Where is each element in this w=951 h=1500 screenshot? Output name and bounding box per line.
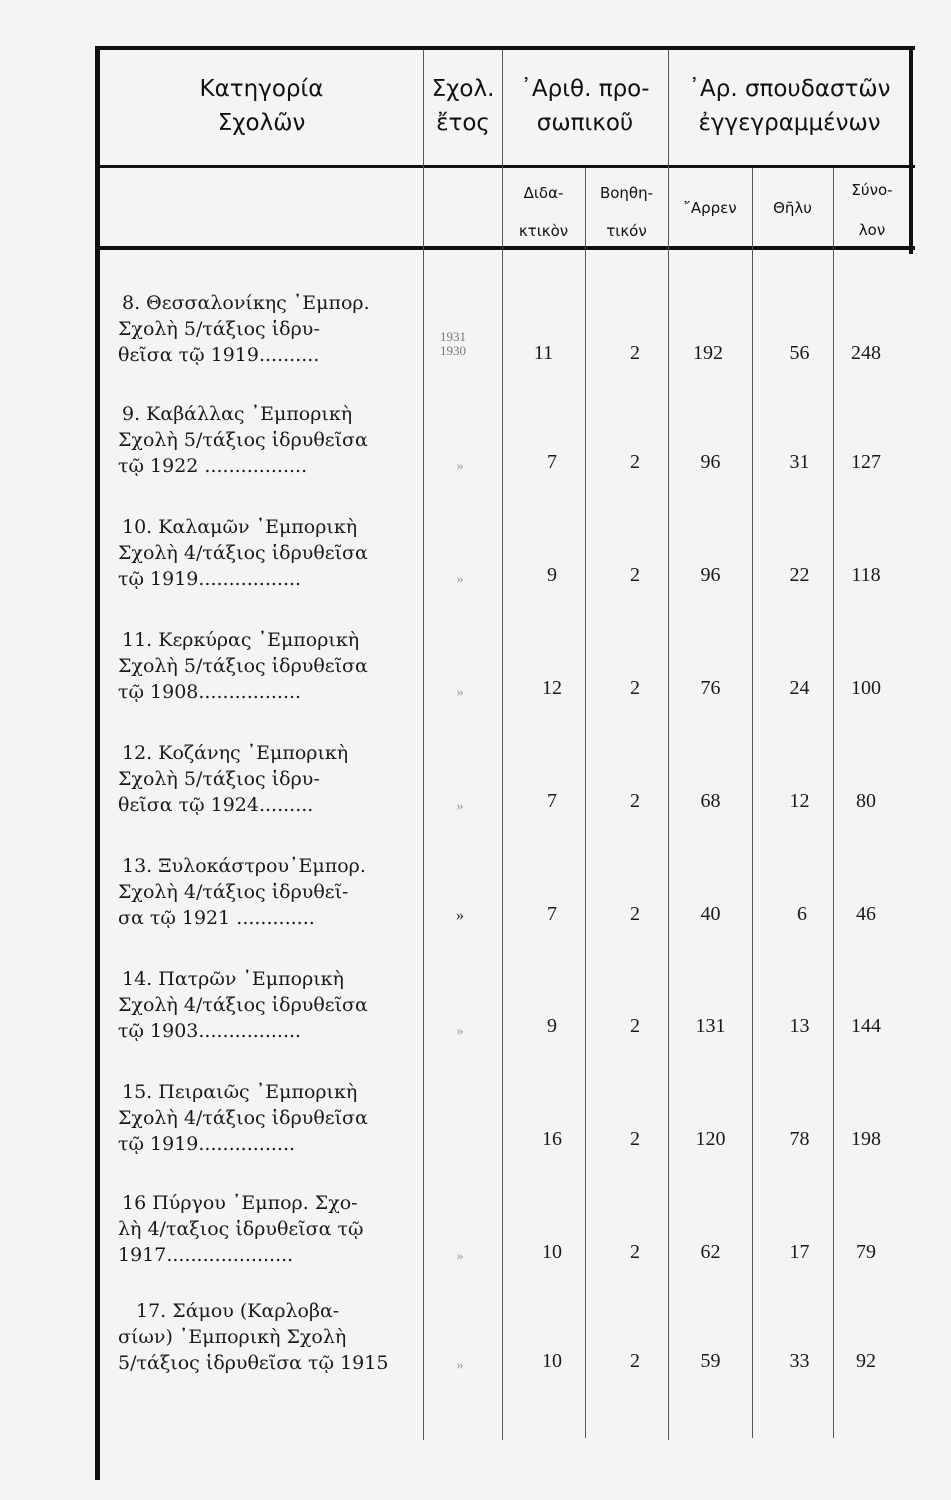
subheader-total-line1: Σύνο-: [851, 181, 893, 199]
header-year-line1: Σχολ.: [431, 76, 495, 102]
header-category-line2: Σχολῶν: [217, 110, 306, 136]
row-description: [118, 853, 418, 931]
row-male: 59: [700, 1350, 721, 1372]
row-teaching: 7: [547, 903, 557, 925]
subheader-auxiliary-line2: τικόν: [606, 222, 647, 240]
header-staff: [502, 72, 668, 140]
row-auxiliary: 2: [630, 1350, 640, 1372]
subheader-total-line2: λον: [858, 221, 886, 239]
row-school-year: »: [456, 1358, 464, 1373]
row-desc-line: τῷ 1903.................: [118, 1020, 302, 1042]
row-auxiliary: 2: [630, 451, 640, 473]
subheader-male: ῎Αρρεν: [683, 199, 737, 217]
row-desc-line: τῷ 1922 .................: [118, 455, 308, 477]
row-male: 120: [695, 1128, 726, 1150]
subheader-auxiliary: [585, 174, 668, 250]
row-desc-line: 1917.....................: [118, 1244, 294, 1266]
row-auxiliary: 2: [630, 564, 640, 586]
subheader-auxiliary-line1: Βοηθη-: [599, 184, 654, 202]
row-desc-line: Σχολὴ 5/τάξιος ἱδρυθεῖσα: [118, 655, 368, 677]
row-total: 92: [856, 1350, 876, 1372]
row-description: [118, 401, 418, 479]
row-desc-line: 9. Καβάλλας ᾿Εμπορικὴ: [122, 403, 353, 425]
row-female: 78: [789, 1128, 810, 1150]
row-desc-line: 8. Θεσσαλονίκης ᾿Εμπορ.: [122, 292, 370, 314]
row-school-year: »: [456, 1249, 464, 1264]
row-desc-line: Σχολὴ 4/τάξιος ἱδρυθεῖσα: [118, 542, 368, 564]
row-desc-line: Σχολὴ 4/τάξιος ἱδρυθεῖ-: [118, 881, 349, 903]
col-sep-category: [423, 50, 424, 1440]
row-desc-line: 5/τάξιος ἱδρυθεῖσα τῷ 1915: [118, 1352, 389, 1374]
row-desc-line: 17. Σάμου (Καρλοβα-: [136, 1300, 340, 1322]
header-category-line1: Κατηγορία: [199, 76, 324, 102]
header-year: [423, 72, 503, 140]
row-female: 17: [789, 1241, 810, 1263]
row-desc-line: Σχολὴ 5/τάξιος ἱδρυ-: [118, 768, 320, 790]
header-staff-line2: σωπικοῦ: [536, 110, 634, 136]
row-desc-line: λὴ 4/ταξιος ἱδρυθεῖσα τῷ: [118, 1218, 364, 1240]
header-year-line2: ἔτος: [436, 110, 490, 136]
row-desc-line: σίων) ᾿Εμπορικὴ Σχολὴ: [118, 1326, 347, 1348]
row-total: 198: [851, 1128, 881, 1150]
row-male: 131: [695, 1015, 726, 1037]
header-students-line2: ἐγγεγραμμένων: [698, 110, 881, 136]
row-school-year: »: [456, 572, 464, 587]
row-description: [118, 290, 418, 368]
row-total: 100: [851, 677, 881, 699]
row-desc-line: τῷ 1919................: [118, 1133, 296, 1155]
row-total: 118: [851, 564, 881, 586]
row-school-year: »: [456, 1024, 464, 1039]
row-male: 96: [700, 451, 721, 473]
header-staff-line1: ᾿Αριθ. προ-: [520, 76, 650, 102]
row-auxiliary: 2: [630, 1241, 640, 1263]
row-auxiliary: 2: [630, 1128, 640, 1150]
row-total: 144: [851, 1015, 881, 1037]
row-desc-line: τῷ 1908.................: [118, 681, 302, 703]
row-desc-line: 12. Κοζάνης ᾿Εμπορικὴ: [122, 742, 349, 764]
header-students: [668, 72, 911, 140]
row-year-line: 1930: [440, 343, 466, 358]
row-school-year: »: [456, 685, 464, 700]
row-auxiliary: 2: [630, 903, 640, 925]
row-school-year: »: [456, 907, 464, 924]
row-total: 80: [856, 790, 876, 812]
row-school-year: [430, 330, 476, 358]
row-female: 13: [789, 1015, 810, 1037]
row-total: 46: [856, 903, 876, 925]
row-desc-line: θεῖσα τῷ 1924.........: [118, 794, 314, 816]
row-description: [118, 514, 418, 592]
row-desc-line: 11. Κερκύρας ᾿Εμπορικὴ: [122, 629, 360, 651]
row-total: 79: [856, 1241, 876, 1263]
header-category: [100, 72, 423, 140]
row-female: 22: [789, 564, 810, 586]
top-rule: [95, 46, 915, 50]
row-year-line: 1931: [440, 329, 466, 344]
col-sep-year: [502, 50, 503, 1440]
row-school-year: »: [456, 799, 464, 814]
row-teaching: 9: [547, 1015, 557, 1037]
row-teaching: 7: [547, 451, 557, 473]
subheader-female: Θῆλυ: [773, 199, 812, 217]
row-teaching: 11: [533, 342, 554, 364]
header-students-line1: ᾿Αρ. σπουδαστῶν: [688, 76, 891, 102]
subheader-teaching-line2: κτικὸν: [518, 222, 569, 240]
row-description: [118, 627, 418, 705]
row-desc-line: 16 Πύργου ᾿Εμπορ. Σχο-: [122, 1192, 358, 1214]
left-rule: [95, 46, 100, 1480]
row-desc-line: 14. Πατρῶν ᾿Εμπορικὴ: [122, 968, 344, 990]
row-desc-line: Σχολὴ 5/τάξιος ἱδρυ-: [118, 318, 320, 340]
subheader-total: [833, 170, 911, 250]
row-female: 56: [789, 342, 810, 364]
header-divider: [95, 165, 915, 168]
row-teaching: 10: [542, 1350, 562, 1372]
row-female: 6: [797, 903, 807, 925]
row-description: [118, 740, 418, 818]
row-desc-line: Σχολὴ 4/τάξιος ἱδρυθεῖσα: [118, 1107, 368, 1129]
row-female: 33: [789, 1350, 810, 1372]
subheader-teaching-line1: Διδα-: [523, 184, 564, 202]
row-desc-line: 10. Καλαμῶν ᾿Εμπορικὴ: [122, 516, 358, 538]
row-total: 248: [851, 342, 881, 364]
row-description: [118, 1298, 418, 1376]
row-female: 24: [789, 677, 810, 699]
row-auxiliary: 2: [630, 342, 640, 364]
row-male: 96: [700, 564, 721, 586]
row-description: [118, 966, 418, 1044]
row-male: 192: [693, 342, 723, 364]
row-desc-line: 13. Ξυλοκάστρου᾿Εμπορ.: [122, 855, 366, 877]
subheader-teaching: [502, 174, 585, 250]
row-teaching: 12: [542, 677, 562, 699]
row-desc-line: Σχολὴ 4/τάξιος ἱδρυθεῖσα: [118, 994, 368, 1016]
row-teaching: 9: [547, 564, 557, 586]
row-desc-line: τῷ 1919.................: [118, 568, 302, 590]
row-female: 31: [789, 451, 810, 473]
row-male: 68: [700, 790, 721, 812]
row-auxiliary: 2: [630, 677, 640, 699]
row-male: 40: [700, 903, 721, 925]
row-auxiliary: 2: [630, 1015, 640, 1037]
row-auxiliary: 2: [630, 790, 640, 812]
row-school-year: »: [456, 459, 464, 474]
row-description: [118, 1190, 418, 1268]
col-sep-staff: [668, 50, 669, 1440]
row-desc-line: Σχολὴ 5/τάξιος ἱδρυθεῖσα: [118, 429, 368, 451]
row-male: 76: [700, 677, 721, 699]
row-desc-line: 15. Πειραιῶς ᾿Εμπορικὴ: [122, 1081, 358, 1103]
row-desc-line: θεῖσα τῷ 1919..........: [118, 344, 320, 366]
row-female: 12: [789, 790, 810, 812]
row-description: [118, 1079, 418, 1157]
row-total: 127: [851, 451, 881, 473]
row-teaching: 16: [542, 1128, 562, 1150]
row-desc-line: σα τῷ 1921 .............: [118, 907, 315, 929]
row-male: 62: [700, 1241, 721, 1263]
row-teaching: 10: [542, 1241, 562, 1263]
row-teaching: 7: [547, 790, 557, 812]
